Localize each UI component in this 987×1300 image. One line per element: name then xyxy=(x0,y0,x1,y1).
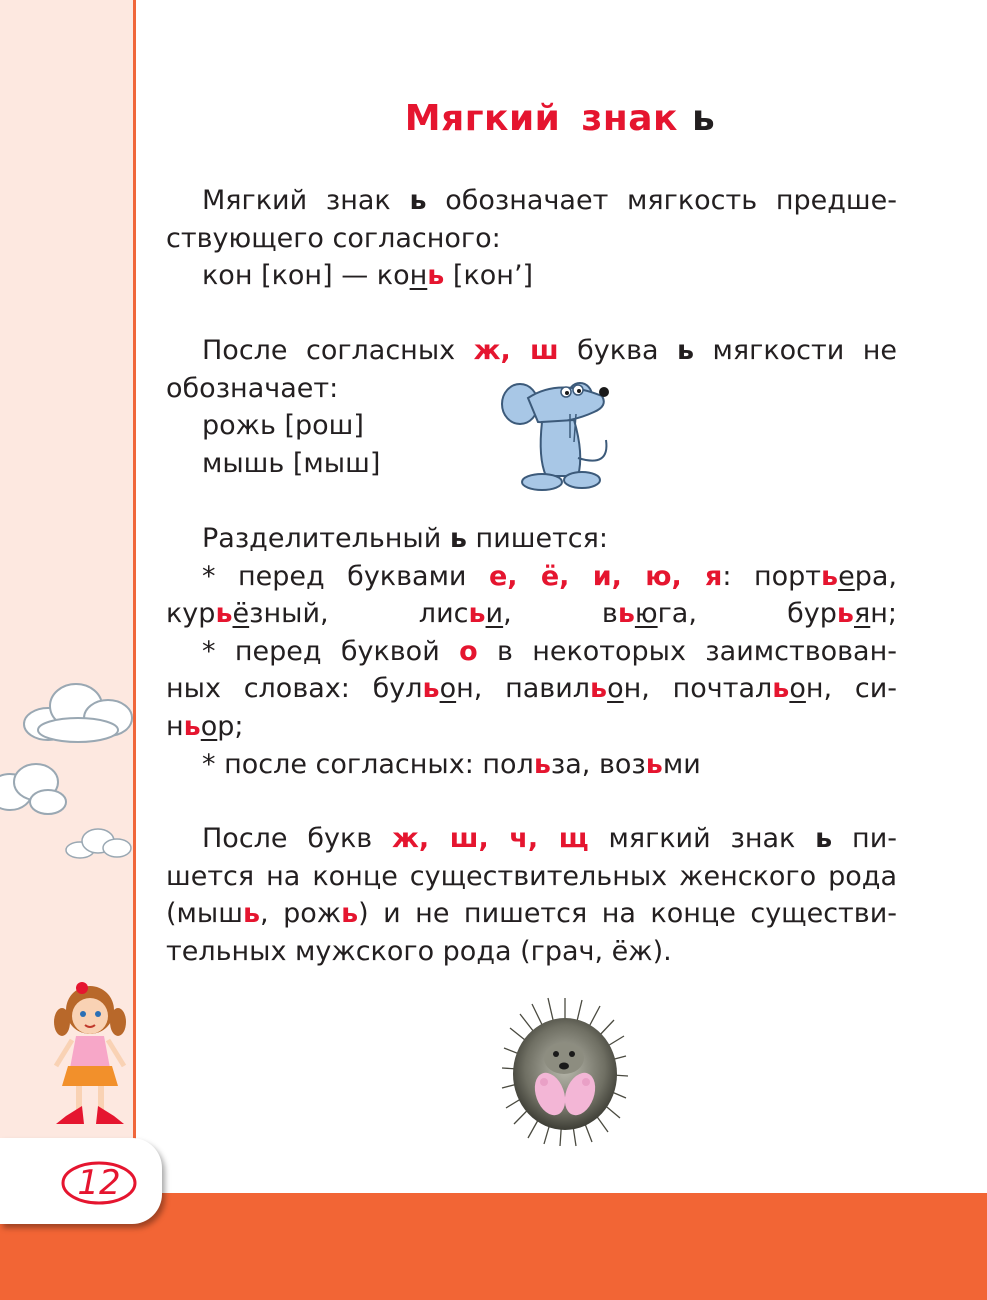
paragraph-separating-soft-sign xyxy=(166,520,897,783)
text-line: ствующего согласного: xyxy=(166,222,501,254)
text-line: (мышь, рожь) и не пишется на конце существи- xyxy=(166,898,897,930)
text-line: кон [кон] — конь [кон’] xyxy=(202,260,534,292)
cloud-icon xyxy=(62,826,134,862)
text-line: курьёзный, лисьи, вьюга, бурьян; xyxy=(166,598,897,630)
page-number: 12 xyxy=(77,1163,121,1203)
cloud-icon xyxy=(18,676,136,746)
mouse-illustration xyxy=(498,378,618,494)
text-line: * после согласных: польза, возьми xyxy=(202,748,701,780)
girl-illustration xyxy=(48,980,132,1130)
text-line: ньор; xyxy=(166,710,244,742)
text-line: шется на конце существительных женского рода xyxy=(166,860,897,892)
hedgehog-illustration xyxy=(500,996,630,1148)
paragraph-after-hushing xyxy=(166,820,897,970)
text-line: обозначает: xyxy=(166,372,339,404)
text-line: * перед буквой о в некоторых заимствован- xyxy=(202,635,897,667)
text-line: После букв ж, ш, ч, щ мягкий знак ь пи- xyxy=(202,823,897,854)
page-title xyxy=(133,98,987,139)
text-line: Разделительный ь пишется: xyxy=(202,523,608,554)
cloud-icon xyxy=(0,756,70,820)
text-line: * перед буквами е, ё, и, ю, я: портьера, xyxy=(202,560,897,592)
title-letter: ь xyxy=(691,98,716,139)
text-line: ных словах: бульон, павильон, почтальон, си- xyxy=(166,673,897,705)
text-line: рожь [рош] xyxy=(202,410,364,442)
text-line: После согласных ж, ш буква ь мягкости не xyxy=(202,335,897,366)
title-text: Мягкий знак xyxy=(404,98,678,139)
text-line: мышь [мыш] xyxy=(202,447,381,479)
paragraph-soft-sign-meaning xyxy=(166,182,897,295)
text-line: тельных мужского рода (грач, ёж). xyxy=(166,935,672,967)
text-line: Мягкий знак ь обозначает мягкость предше- xyxy=(202,185,897,216)
